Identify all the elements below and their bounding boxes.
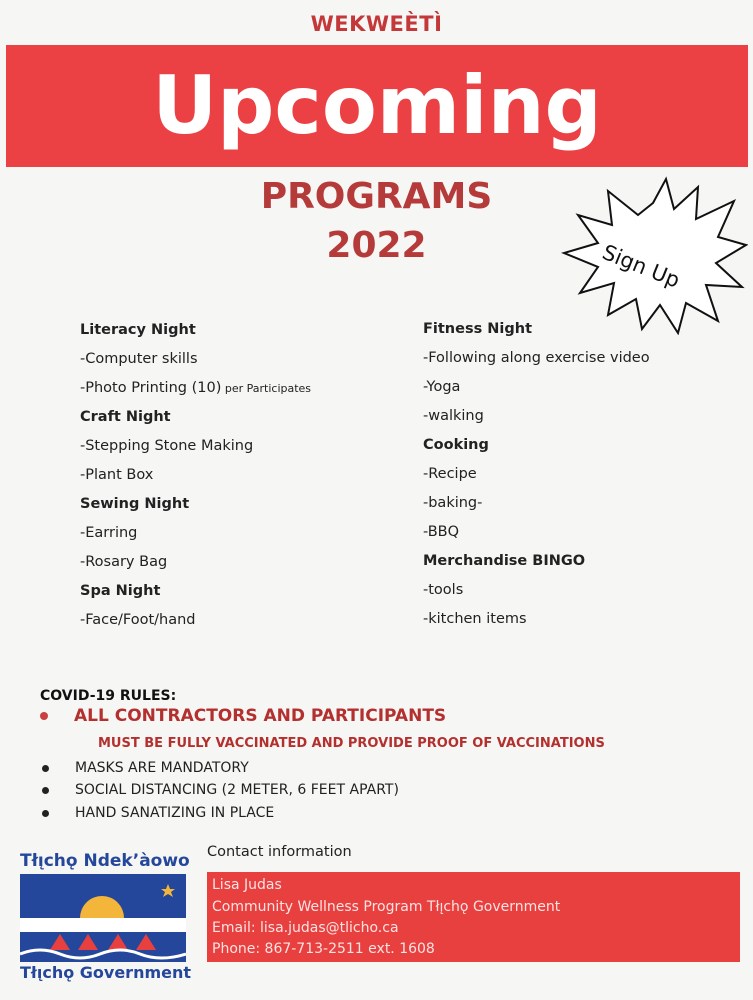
program-heading [80, 577, 410, 606]
program-text: -Plant Box [80, 467, 154, 483]
signup-label: Sign Up [599, 240, 684, 293]
covid-main-rule-text: ALL CONTRACTORS AND PARTICIPANTS [74, 706, 447, 726]
bullet-icon [42, 765, 49, 772]
program-text: -Yoga [423, 379, 461, 395]
program-text: Craft Night [80, 409, 171, 425]
program-item [80, 374, 410, 403]
poster-title: Upcoming [152, 59, 602, 152]
program-item [423, 402, 743, 431]
program-text: -Recipe [423, 466, 477, 482]
program-heading [423, 431, 743, 460]
covid-rule-item [42, 805, 274, 821]
programs-left-column [80, 316, 410, 635]
covid-rule-text: HAND SANATIZING IN PLACE [75, 805, 275, 821]
program-heading [80, 403, 410, 432]
covid-main-rule [40, 706, 446, 726]
program-text: Merchandise BINGO [423, 553, 586, 569]
program-heading [80, 316, 410, 345]
program-text: -BBQ [423, 524, 460, 540]
tlicho-flag-logo [20, 874, 186, 962]
covid-rule-item [42, 782, 399, 798]
program-text: Spa Night [80, 583, 161, 599]
contact-name: Lisa Judas [212, 877, 282, 893]
program-heading [423, 315, 743, 344]
program-text: -Rosary Bag [80, 554, 168, 570]
bullet-icon [40, 712, 48, 720]
contact-program: Community Wellness Program Tłı̨chǫ Government [212, 899, 561, 915]
covid-rule-text: MASKS ARE MANDATORY [75, 760, 249, 776]
program-item [423, 460, 743, 489]
program-text: Sewing Night [80, 496, 190, 512]
program-item [80, 432, 410, 461]
program-text: -Stepping Stone Making [80, 438, 254, 454]
contact-phone: Phone: 867-713-2511 ext. 1608 [212, 941, 435, 957]
community-name: WEKWEÈTÌ [310, 12, 443, 36]
logo-top-text: Tłı̨chǫ Ndek’àowo [20, 851, 190, 871]
bullet-icon [42, 810, 49, 817]
covid-rule-item [42, 760, 249, 776]
program-item [423, 344, 743, 373]
program-text: Cooking [423, 437, 489, 453]
program-text: -kitchen items [423, 611, 527, 627]
program-text: -Earring [80, 525, 138, 541]
program-item [423, 489, 743, 518]
contact-label: Contact information [207, 844, 352, 860]
signup-starburst-icon [558, 175, 748, 335]
program-item [80, 548, 410, 577]
program-note: per Participates [221, 382, 312, 395]
program-text: -baking- [423, 495, 483, 511]
poster-subtitle: PROGRAMS [260, 176, 493, 217]
logo-bottom-text: Tłı̨chǫ Government [20, 963, 192, 982]
program-item [80, 345, 410, 374]
covid-rule-text: SOCIAL DISTANCING (2 METER, 6 FEET APART) [75, 782, 399, 798]
program-item [423, 576, 743, 605]
program-text: -Photo Printing (10) [80, 380, 222, 396]
program-text: Literacy Night [80, 322, 196, 338]
contact-email[interactable]: Email: lisa.judas@tlicho.ca [212, 920, 399, 936]
program-heading [423, 547, 743, 576]
program-item [80, 519, 410, 548]
program-item [423, 518, 743, 547]
program-heading [80, 490, 410, 519]
program-text: -walking [423, 408, 484, 424]
program-item [80, 606, 410, 635]
program-text: -Face/Foot/hand [80, 612, 196, 628]
program-text: -tools [423, 582, 464, 598]
covid-rules-title: COVID-19 RULES: [40, 688, 177, 704]
program-item [80, 461, 410, 490]
program-text: Fitness Night [423, 321, 533, 337]
program-text: -Following along exercise video [423, 350, 650, 366]
program-text: -Computer skills [80, 351, 198, 367]
program-item [423, 605, 743, 634]
poster-year: 2022 [326, 225, 427, 266]
covid-main-rule-sub: MUST BE FULLY VACCINATED AND PROVIDE PROOF OF VACCINATIONS [98, 736, 605, 751]
programs-right-column [423, 315, 743, 634]
bullet-icon [42, 787, 49, 794]
program-item [423, 373, 743, 402]
